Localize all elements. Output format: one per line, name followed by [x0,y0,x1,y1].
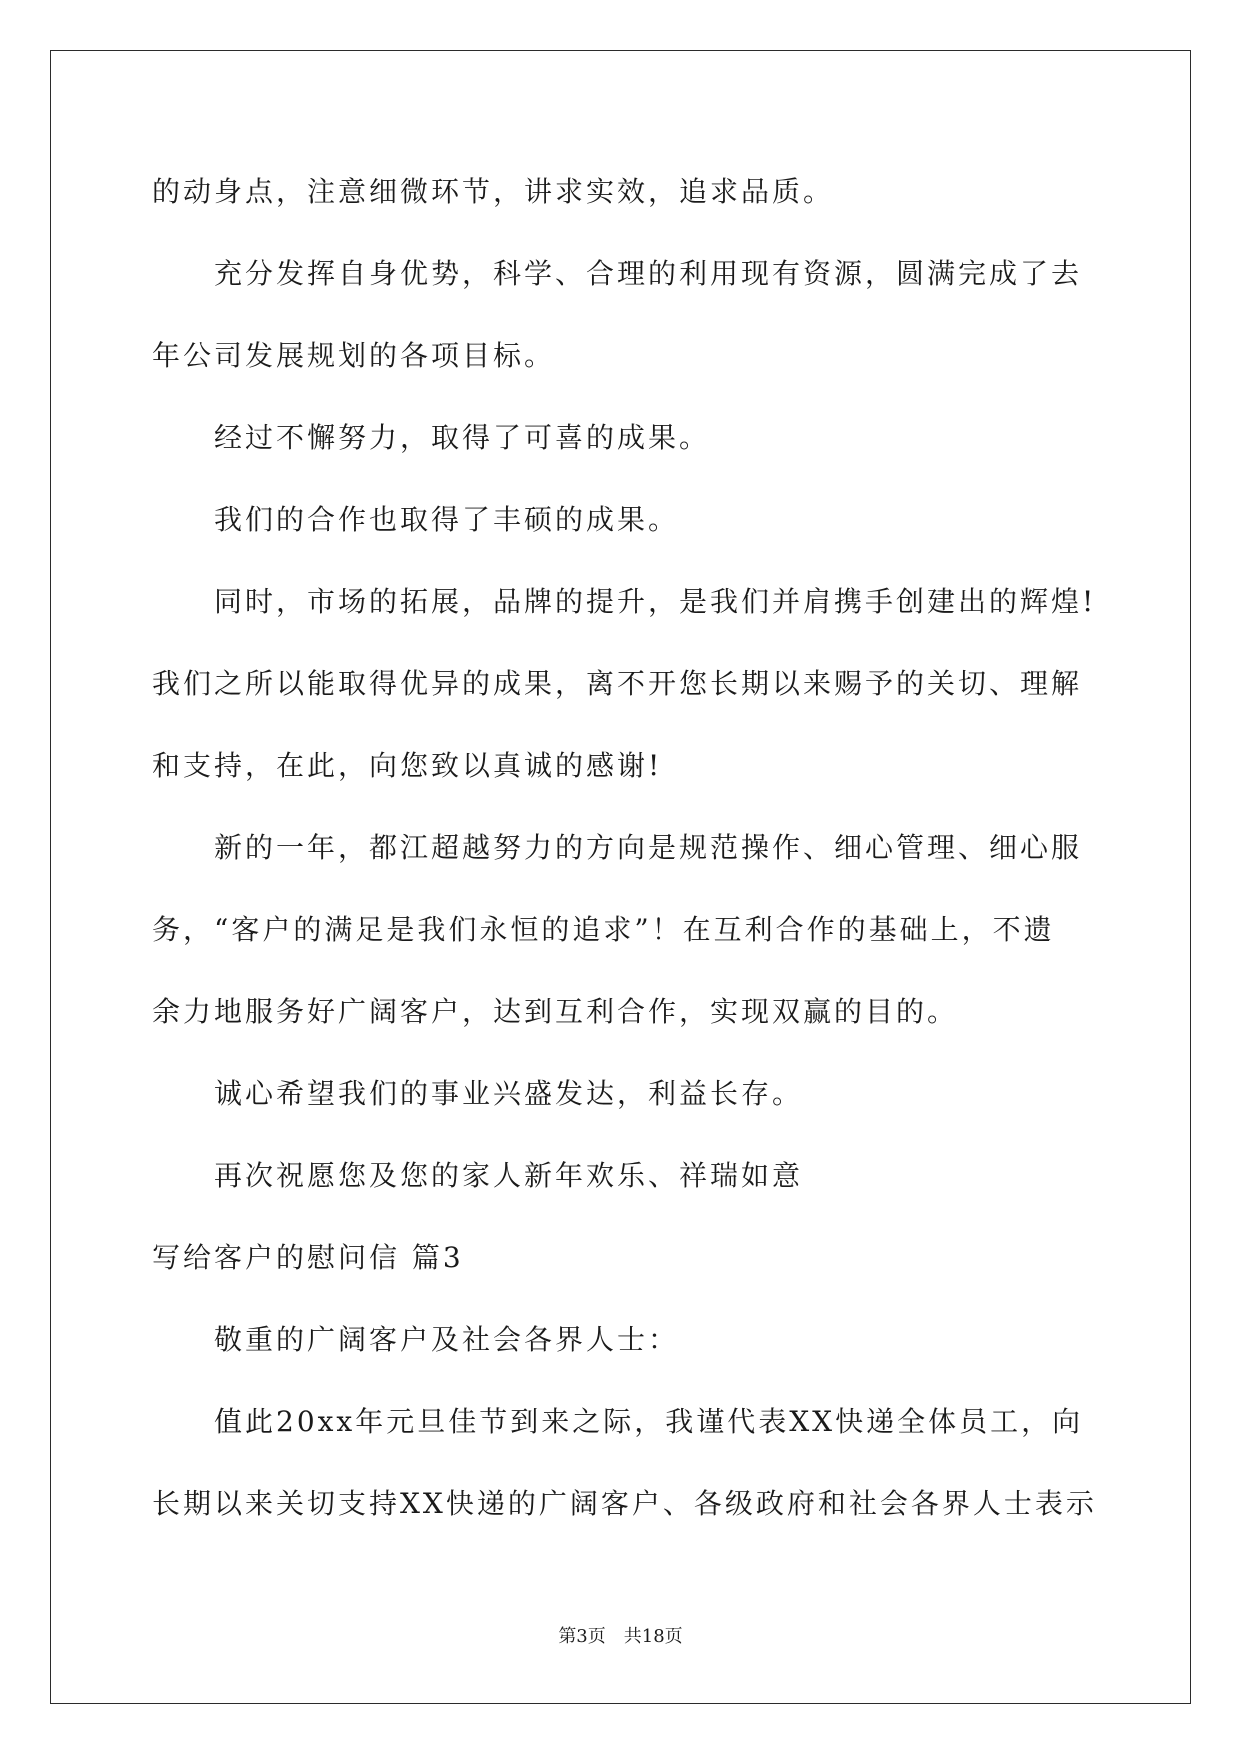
text-line-1: 的动身点，注意细微环节，讲求实效，追求品质。 [152,175,835,208]
text-line-16: 值此20xx年元旦佳节到来之际，我谨代表XX快递全体员工，向 [214,1405,1084,1438]
text-line-4: 经过不懈努力，取得了可喜的成果。 [214,421,711,454]
text-line-2: 充分发挥自身优势，科学、合理的利用现有资源，圆满完成了去 [214,257,1083,290]
text-line-3: 年公司发展规划的各项目标。 [152,339,556,372]
text-line-10: 务，“客户的满足是我们永恒的追求”！在互利合作的基础上，不遗 [152,913,1055,946]
text-line-11: 余力地服务好广阔客户，达到互利合作，实现双赢的目的。 [152,995,959,1028]
text-line-15: 敬重的广阔客户及社会各界人士： [214,1323,680,1356]
text-line-5: 我们的合作也取得了丰硕的成果。 [214,503,680,536]
text-line-13: 再次祝愿您及您的家人新年欢乐、祥瑞如意 [214,1159,804,1192]
page-number-footer: 第3页 共18页 [558,1626,683,1647]
text-line-7: 我们之所以能取得优异的成果，离不开您长期以来赐予的关切、理解 [152,667,1083,700]
text-line-8: 和支持，在此，向您致以真诚的感谢! [152,749,663,782]
text-line-9: 新的一年，都江超越努力的方向是规范操作、细心管理、细心服 [214,831,1083,864]
section-heading: 写给客户的慰问信 篇3 [152,1241,464,1274]
text-line-17: 长期以来关切支持XX快递的广阔客户、各级政府和社会各界人士表示 [152,1487,1097,1520]
text-line-12: 诚心希望我们的事业兴盛发达，利益长存。 [214,1077,804,1110]
text-line-6: 同时，市场的拓展，品牌的提升，是我们并肩携手创建出的辉煌! [214,585,1097,618]
page-border [50,50,1191,1704]
